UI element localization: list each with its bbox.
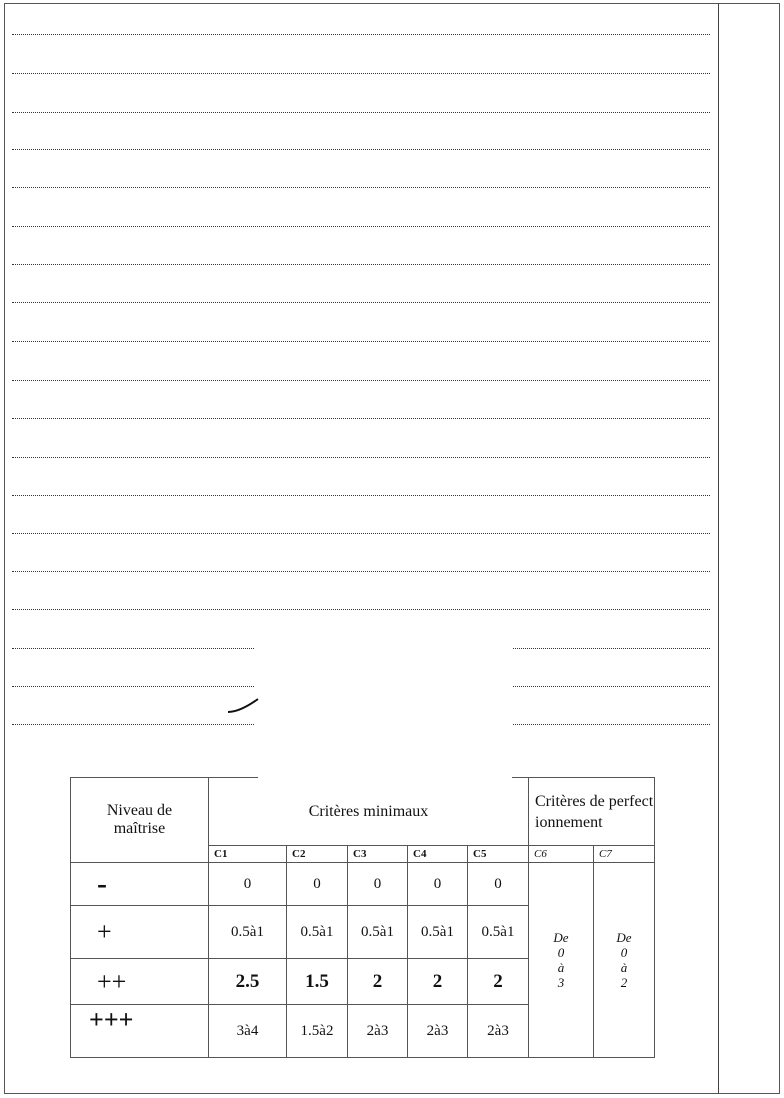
header-minimal-criteria: Critères minimaux: [209, 778, 529, 846]
level-label: -: [71, 863, 209, 906]
criterion-c6: C6: [529, 846, 594, 863]
c6-de: De: [553, 930, 569, 945]
margin-line: [718, 3, 719, 1094]
dotted-line: [12, 380, 710, 381]
cell: 0: [209, 863, 287, 906]
cell: 2: [348, 959, 408, 1005]
dotted-line: [12, 571, 710, 572]
criterion-c4: C4: [408, 846, 468, 863]
cell: 0.5à1: [209, 906, 287, 959]
cell: 2: [408, 959, 468, 1005]
pen-stroke: [226, 696, 260, 716]
c6-min: 0: [557, 945, 565, 960]
c6-range: [529, 863, 594, 1058]
dotted-line: [12, 264, 710, 265]
cell: 2: [468, 959, 529, 1005]
dotted-line: [12, 533, 710, 534]
level-label: ++: [71, 959, 209, 1005]
level-label: +++: [71, 1005, 209, 1058]
dotted-line: [12, 495, 710, 496]
c7-range: [594, 863, 655, 1058]
cell: 0.5à1: [408, 906, 468, 959]
dotted-line: [12, 112, 710, 113]
dotted-line: [12, 457, 710, 458]
header-perfection-criteria: Critères de perfectionnement: [529, 778, 655, 846]
cell: 2à3: [348, 1005, 408, 1058]
level-label: +: [71, 906, 209, 959]
grading-table: [70, 777, 655, 1058]
cell: 1.5: [287, 959, 348, 1005]
c7-max: 2: [620, 975, 628, 990]
cell: 3à4: [209, 1005, 287, 1058]
cell: 0.5à1: [287, 906, 348, 959]
c7-a: à: [620, 960, 628, 975]
cell: 0: [468, 863, 529, 906]
c7-min: 0: [620, 945, 628, 960]
cell: 2à3: [468, 1005, 529, 1058]
cell: 0: [408, 863, 468, 906]
blank-patch: [255, 636, 513, 778]
cell: 1.5à2: [287, 1005, 348, 1058]
dotted-line: [12, 149, 710, 150]
criterion-c7: C7: [594, 846, 655, 863]
criterion-c1: C1: [209, 846, 287, 863]
criterion-c3: C3: [348, 846, 408, 863]
cell: 2.5: [209, 959, 287, 1005]
cell: 0.5à1: [348, 906, 408, 959]
c7-de: De: [616, 930, 632, 945]
cell: 0: [287, 863, 348, 906]
c6-max: 3: [557, 975, 565, 990]
cell: 0: [348, 863, 408, 906]
table-row: [71, 863, 655, 906]
cell: 0.5à1: [468, 906, 529, 959]
criterion-c2: C2: [287, 846, 348, 863]
criterion-c5: C5: [468, 846, 529, 863]
dotted-line: [12, 418, 710, 419]
dotted-line: [12, 73, 710, 74]
table-border-gap: [258, 770, 512, 779]
cell: 2à3: [408, 1005, 468, 1058]
header-level: Niveau de maîtrise: [71, 778, 209, 863]
dotted-line: [12, 302, 710, 303]
c6-a: à: [557, 960, 565, 975]
dotted-line: [12, 187, 710, 188]
dotted-line: [12, 34, 710, 35]
dotted-line: [12, 609, 710, 610]
dotted-line: [12, 226, 710, 227]
dotted-line: [12, 341, 710, 342]
